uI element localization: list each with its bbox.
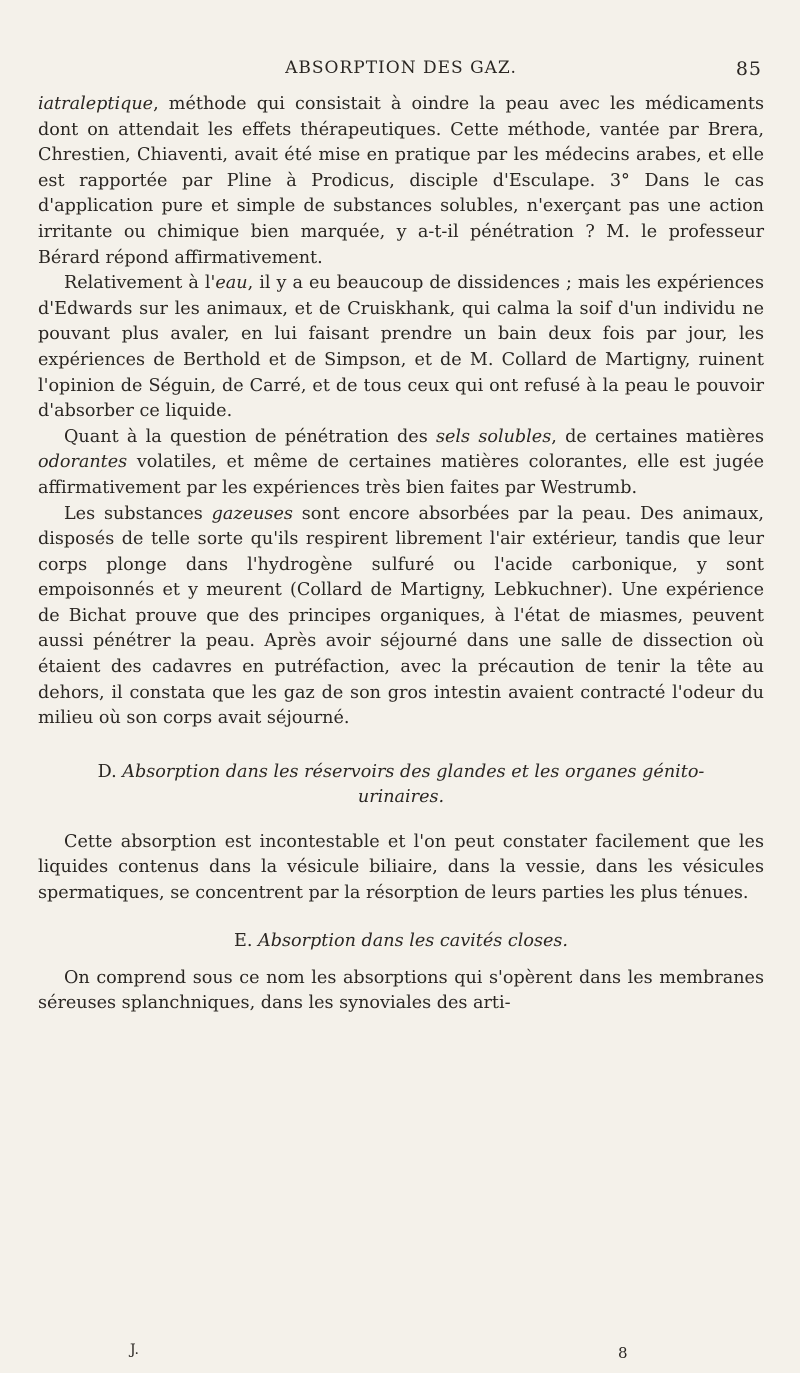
section-d-paragraph: Cette absorption est incontestable et l'on peut constater facilement que les liquides contenus dans la vésicule biliaire, dans la vessie, dans les vésicules spermatiques, se concentrent par la résorption de leurs parties les plus ténues. — [38, 831, 764, 904]
running-head — [38, 58, 764, 84]
paragraph-3-post: volatiles, et même de certaines matières colorantes, elle est jugée affirmativement par les expériences très bien faites par Westrumb. — [38, 452, 764, 498]
running-title: ABSORPTION DES GAZ. — [285, 58, 517, 78]
paragraph-2-pre: Relativement à l' — [64, 273, 216, 294]
paragraph-1-text: , méthode qui consistait à oindre la peau avec les médicaments dont on attendait les effets thérapeutiques. Cette méthode, vantée par Brera, Chrestien, Chiaventi, avait été mise en pratique par les médecins arabes, et elle est rapportée par Pline à Prodicus, disciple d'Esculape. 3° Dans le cas d'application pure et simple de substances solubles, n'exerçant pas une action irritante ou chimique bien marquée, y a-t-il pénétration ? M. le professeur Bérard répond affirmativement. — [38, 94, 764, 268]
paragraph-1 — [38, 92, 764, 271]
paragraph-2 — [38, 271, 764, 425]
paragraph-4-pre: Les substances — [64, 503, 212, 524]
section-e-letter: E. — [233, 930, 253, 951]
page-footer — [38, 1342, 764, 1364]
paragraph-1-lead: iatraleptique — [38, 94, 154, 114]
signature-mark-left: J. — [130, 1342, 139, 1358]
paragraph-2-post: , il y a eu beaucoup de dissidences ; mais les expériences d'Edwards sur les animaux, et de Cruiskhank, qui calma la soif d'un individu ne pouvant plus avaler, en lui faisant prendre un bain deux fois par jour, les expériences de Berthold et de Simpson, et de M. Collard de Martigny, ruinent l'opinion de Séguin, de Carré, et de tous ceux qui ont refusé à la peau le pouvoir d'absorber ce liquide. — [38, 273, 764, 422]
paragraph-4-post: sont encore absorbées par la peau. Des animaux, disposés de telle sorte qu'ils respirent librement l'air extérieur, tandis que leur corps plonge dans l'hydrogène sulfuré ou l'acide carbonique, y sont empoisonnés et y meurent (Collard de Martigny, Lebkuchner). Une expérience de Bichat prouve que des principes organiques, à l'état de miasmes, peuvent aussi pénétrer la peau. Après avoir séjourné dans une salle de dissection où étaient des cadavres en putréfaction, avec la précaution de tenir la tête au dehors, il constata que les gaz de son gros intestin avaient contracté l'odeur du milieu où son corps avait séjourné. — [38, 503, 764, 729]
page-number: 85 — [735, 58, 762, 80]
paragraph-3-italic: sels solubles — [435, 426, 552, 447]
section-d-heading — [58, 760, 744, 810]
paragraph-4-italic: gazeuses — [211, 503, 293, 524]
paragraph-3 — [38, 425, 764, 502]
book-page — [38, 0, 764, 1373]
section-e-paragraph: On comprend sous ce nom les absorptions qui s'opèrent dans les membranes séreuses splanchniques, dans les synoviales des arti- — [38, 967, 764, 1014]
section-e-title: Absorption dans les cavités closes. — [258, 930, 569, 951]
section-d-title: Absorption dans les réservoirs des glandes et les organes génito-urinaires. — [122, 761, 705, 807]
paragraph-3-italic-2: odorantes — [38, 452, 128, 473]
paragraph-3-mid: , de certaines matières — [551, 426, 764, 447]
section-d-letter: D. — [97, 761, 117, 782]
paragraph-3-pre: Quant à la question de pénétration des — [64, 426, 436, 447]
paragraph-4 — [38, 502, 764, 732]
page-body — [38, 92, 764, 1017]
section-e-heading — [58, 929, 744, 954]
paragraph-2-italic: eau — [215, 273, 248, 294]
signature-mark-right: 8 — [618, 1344, 628, 1362]
